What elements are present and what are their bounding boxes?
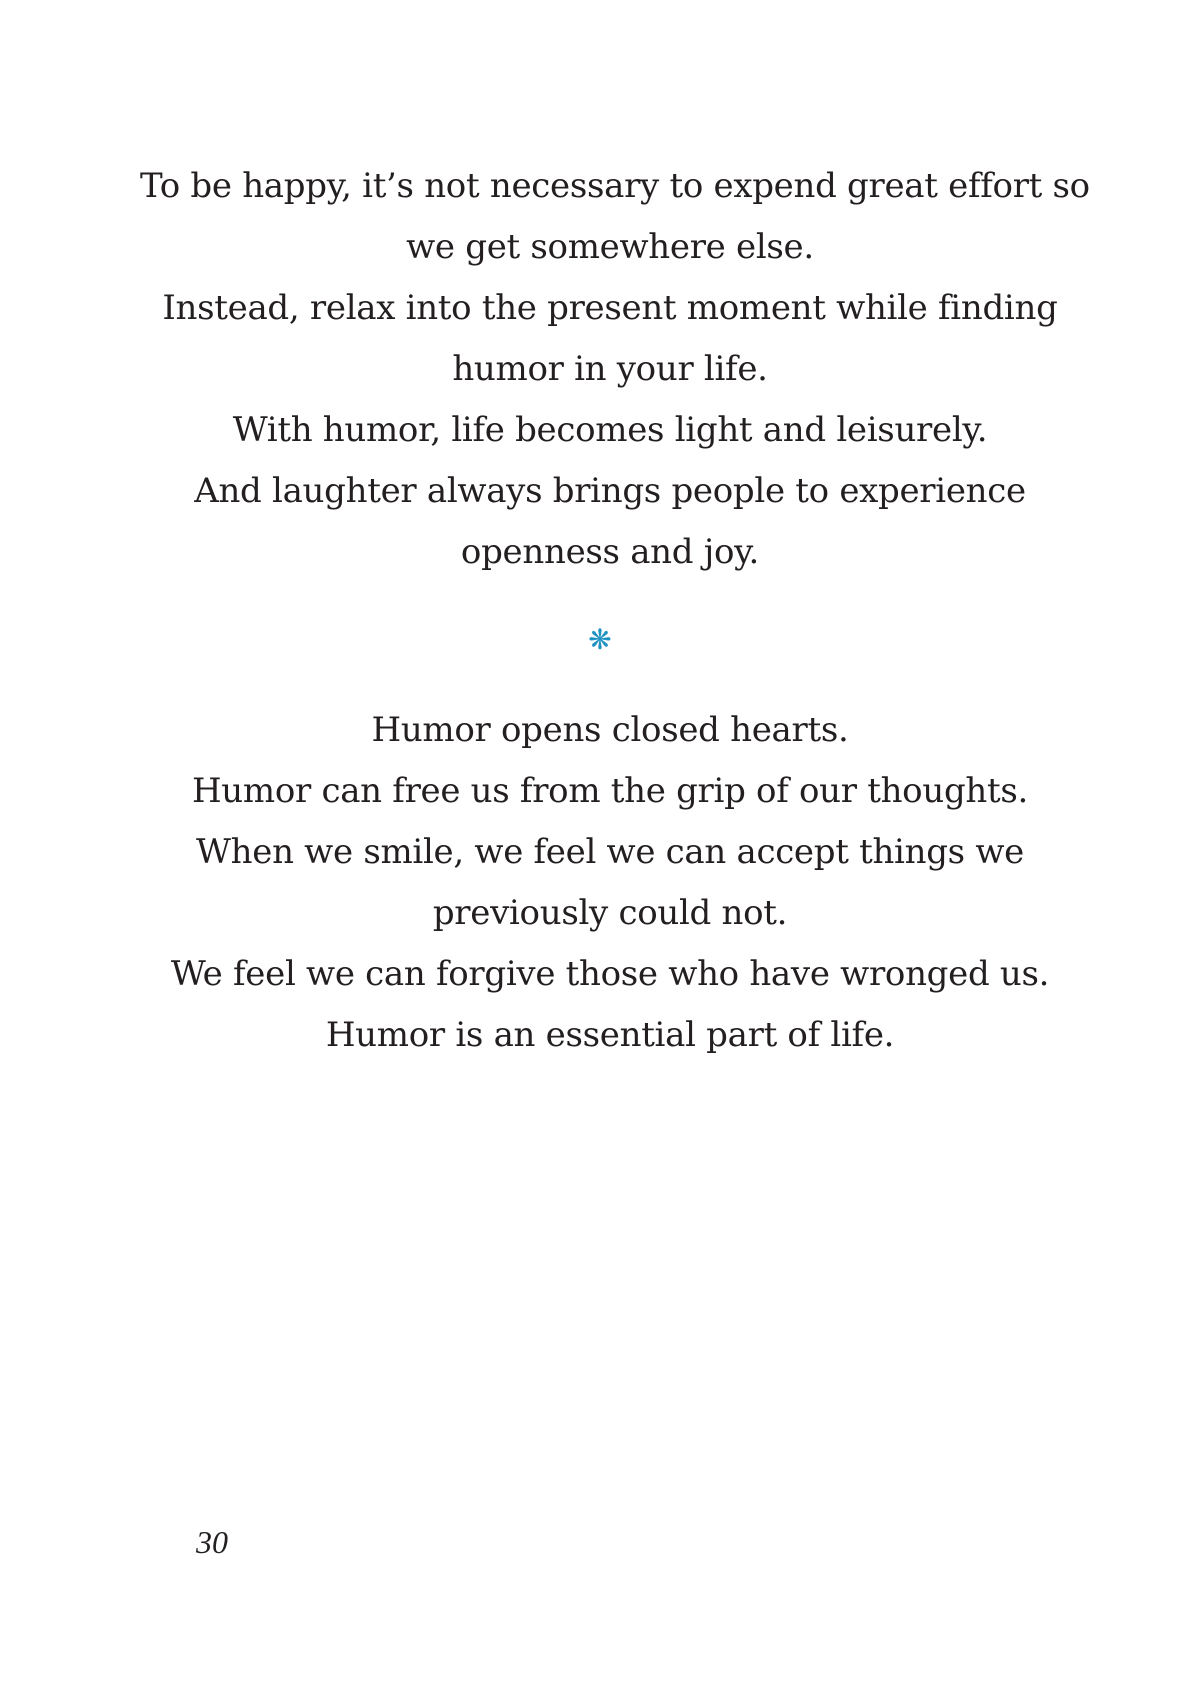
passage-line: Humor can free us from the grip of our thoughts. <box>191 771 1029 811</box>
passage-line: openness and joy. <box>460 532 760 572</box>
passage-line: humor in your life. <box>452 349 768 389</box>
passage-line: We feel we can forgive those who have wronged us. <box>170 954 1050 994</box>
passage-line: we get somewhere else. <box>406 227 814 267</box>
passage-line: When we smile, we feel we can accept things we <box>196 832 1024 872</box>
passage-line: Humor is an essential part of life. <box>325 1015 895 1055</box>
passage-line: And laughter always brings people to experience <box>194 471 1026 511</box>
passage-line: previously could not. <box>432 893 788 933</box>
passage-line: To be happy, it’s not necessary to expend great effort so <box>140 166 1090 206</box>
passage-line: With humor, life becomes light and leisurely. <box>232 410 988 450</box>
passage-line: Humor opens closed hearts. <box>371 710 849 750</box>
page-number: 30 <box>196 1524 228 1560</box>
passage-humor <box>140 700 1080 1066</box>
section-divider-ornament-icon: ❋ <box>588 623 612 656</box>
passage-happiness <box>140 156 1090 583</box>
passage-line: Instead, relax into the present moment while finding <box>162 288 1058 328</box>
